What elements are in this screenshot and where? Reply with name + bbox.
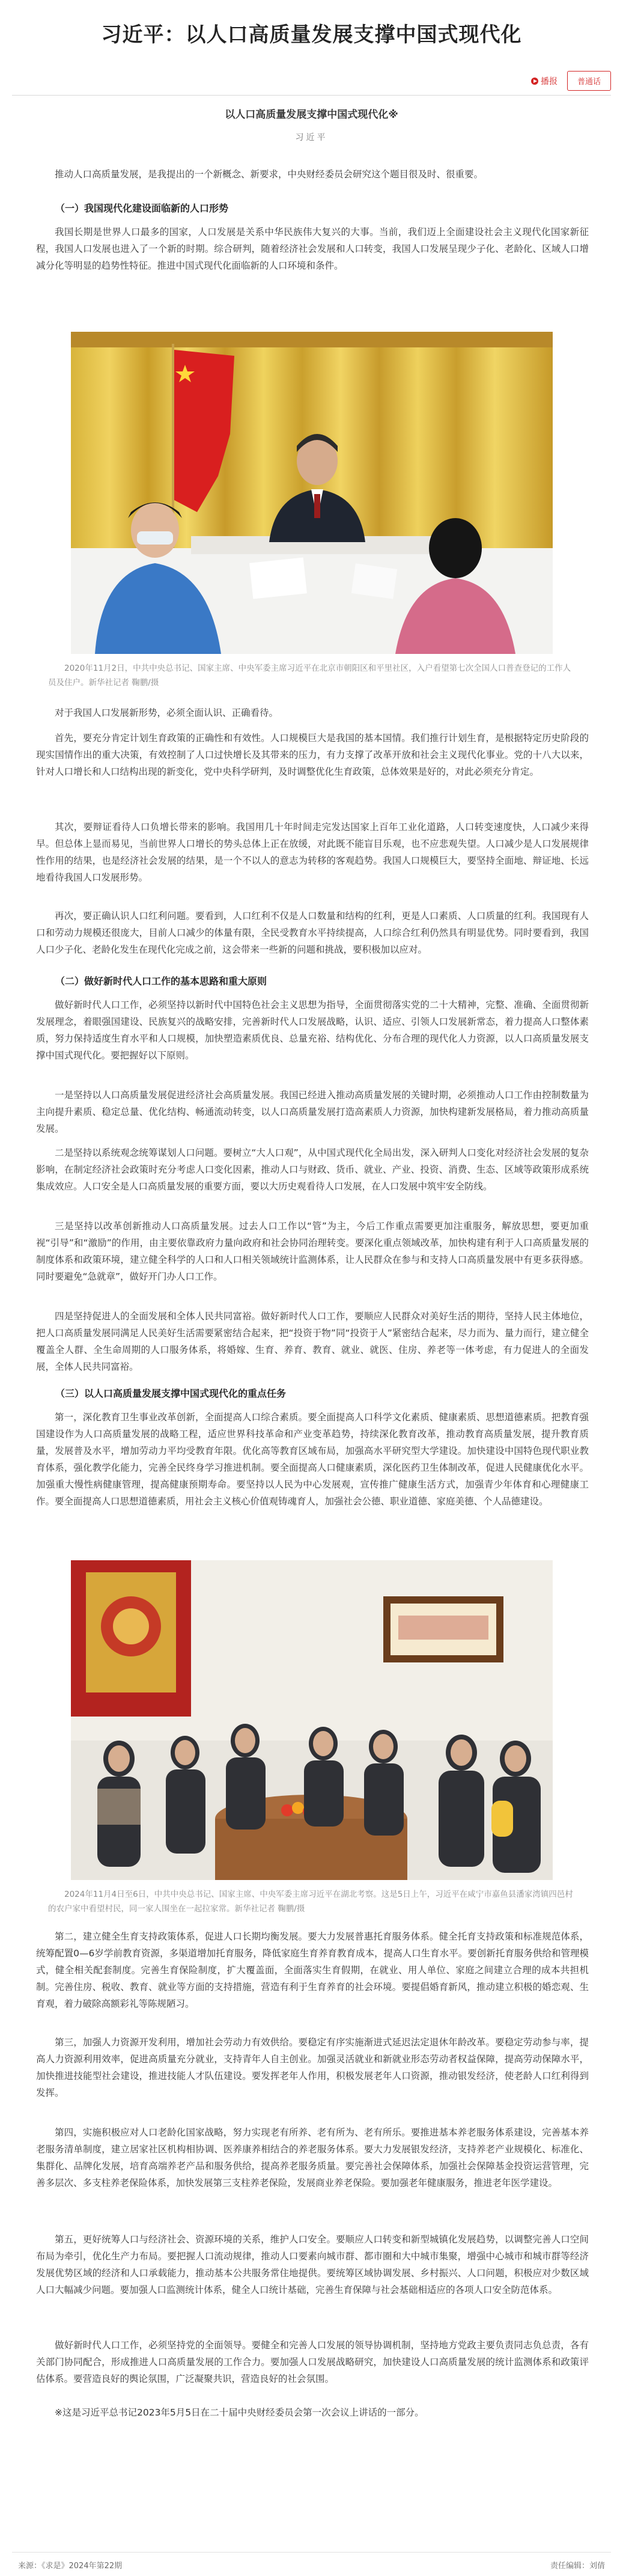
footnote: ※这是习近平总书记2023年5月5日在二十届中央财经委员会第一次会议上讲话的一部分。 [55,2407,424,2418]
section-heading-1: （一）我国现代化建设面临新的人口形势 [55,203,229,214]
photo-caption-2: 2024年11月4日至6日，中共中央总书记、国家主席、中央军委主席习近平在湖北考察。这是5日上午，习近平在咸宁市嘉鱼县潘家湾镇四邑村的农户家中看望村民，同一家人围坐在一起拉家常。新华社记者 鞠鹏/摄 [48,1890,573,1914]
footer-divider [12,2552,611,2553]
article-author: 习近平 [295,133,328,142]
intro-paragraph: 推动人口高质量发展，是我提出的一个新概念、新要求，中央财经委员会研究这个题目很及时、很重要。 [55,169,484,180]
page-title: 习近平：以人口高质量发展支撑中国式现代化 [101,23,522,47]
paragraph: 第一，深化教育卫生事业改革创新，全面提高人口综合素质。要全面提高人口科学文化素质、健康素质、思想道德素质。把教育强国建设作为人口高质量发展的战略工程，适应世界科技革命和产业变革趋势，持续深化教育改革，推动教育高质量发展，提升教育质量，发展普及水平，增加劳动力平均受教育年限。优化高等教育区域布局，加强高水平研究型大学建设。加快建设中国特色现代职业教育体系，强化教学化能力，完善全民终身学习推进机制。要全面提高人口健康素质，深化医药卫生体制改革，促进人民健康优化水平。加强重大慢性病健康管理，提高健康预期寿命。要坚持以人民为中心发展观，宣传推广健康生活方式，加强青少年体育和心理健康工作。要全面提高人口思想道德素质，用社会主义核心价值观铸魂育人，加强社会公德、职业道德、家庭美德、个人品德建设。 [36,1412,589,1507]
paragraph: 做好新时代人口工作，必须坚持党的全面领导。要健全和完善人口发展的领导协调机制，坚持地方党政主要负责同志负总责，各有关部门协同配合，形成推进人口高质量发展的工作合力。要加强人口发展战略研究，加快建设人口高质量发展的统计监测体系和政策评估体系。要营造良好的舆论氛围，广泛凝聚共识，营造良好的社会氛围。 [36,2340,589,2384]
listen-label: 播报 [540,76,558,87]
paragraph: 第三，加强人力资源开发利用，增加社会劳动力有效供给。要稳定有序实施渐进式延迟法定退休年龄改革。要稳定劳动参与率，提高人力资源利用效率，促进高质量充分就业，支持青年人自主创业。加强灵活就业和新就业形态劳动者权益保障，提高劳动保障水平，加快推进技能型社会建设，推进技能人才队伍建设。要发挥老年人作用，积极发展老年人口资源，推动银发经济，使老龄人口红利得到发挥。 [36,2037,589,2098]
listen-button[interactable] [527,72,561,91]
section-heading-3: （三）以人口高质量发展支撑中国式现代化的重点任务 [55,1388,287,1399]
article-subtitle: 以人口高质量发展支撑中国式现代化※ [225,109,398,121]
play-icon [531,78,538,85]
paragraph: 一是坚持以人口高质量发展促进经济社会高质量发展。我国已经进入推动高质量发展的关键时期，必须推动人口工作由控制数量为主向提升素质、稳定总量、优化结构、畅通流动转变，以人口高质量发展打造高素质人力资源，加快构建新发展格局，着力推动高质量发展。 [36,1090,589,1134]
article-editor: 责任编辑：刘倩 [550,2562,605,2571]
paragraph: 第四，实施积极应对人口老龄化国家战略，努力实现老有所养、老有所为、老有所乐。要推进基本养老服务体系建设，完善基本养老服务清单制度，建立居家社区机构相协调、医养康养相结合的养老服务体系。要大力发展银发经济，支持养老产业规模化、标准化、集群化、品牌化发展，培育高端养老产品和服务供给，提高养老服务质量。要完善社会保障体系，加强社会保障基金投资运营管理，完善多层次、多支柱养老保险体系，加快发展第三支柱养老保险，发展商业养老保险。要加强老年健康服务，推进老年医学建设。 [36,2127,589,2188]
article-photo-2 [71,1560,553,1880]
title-divider [12,95,611,96]
paragraph: 二是坚持以系统观念统筹谋划人口问题。要树立“大人口观”，从中国式现代化全局出发，深入研判人口变化对经济社会发展的复杂影响，在制定经济社会政策时充分考虑人口变化因素，推动人口与财政、货币、就业、产业、投资、消费、生态、区域等政策形成系统集成效应。人口安全是人口高质量发展的重要方面，要以大历史观看待人口发展，在人口发展中筑牢安全防线。 [36,1147,589,1192]
article-photo-1 [71,332,553,654]
article-toolbar [527,71,611,91]
paragraph: 三是坚持以改革创新推动人口高质量发展。过去人口工作以“管”为主，今后工作重点需要更加注重服务，解放思想，要更加重视“引导”和“激励”的作用，由主要依靠政府力量向政府和社会协同治理转变。要深化重点领域改革，加快构建有利于人口高质量发展的制度体系和政策环境，建立健全科学的人口和人口相关领域统计监测体系，让人民群众在参与和支持人口高质量发展中有更多获得感。同时要避免“急就章”，做好开门办人口工作。 [36,1221,589,1282]
paragraph: 四是坚持促进人的全面发展和全体人民共同富裕。做好新时代人口工作，要顺应人民群众对美好生活的期待，坚持人民主体地位，把人口高质量发展同满足人民美好生活需要紧密结合起来，把“投资于物”同“投资于人”紧密结合起来，尽力而为、量力而行，建立健全覆盖全人群、全生命周期的人口服务体系，将婚嫁、生育、养育、教育、就业、就医、住房、养老等一体考虑，有力促进人的全面发展，全体人民共同富裕。 [36,1311,589,1372]
paragraph: 对于我国人口发展新形势，必须全面认识、正确看待。 [55,707,279,718]
paragraph: 首先，要充分肯定计划生育政策的正确性和有效性。人口规模巨大是我国的基本国情。我们推行计划生育，是根据特定历史阶段的现实国情作出的重大决策，有效控制了人口过快增长及其带来的压力，有力支撑了改革开放和社会主义现代化事业。党的十八大以来，针对人口增长和人口结构出现的新变化，党中央科学研判，及时调整优化生育政策，总体效果是好的，对此必须充分肯定。 [36,733,589,777]
paragraph: 其次，要辩证看待人口负增长带来的影响。我国用几十年时间走完发达国家上百年工业化道路，人口转变速度快，人口减少来得早。但总体上显而易见，当前世界人口增长的势头总体上正在放缓，对此既不能盲目乐观，也不应悲观失望。人口减少是人口发展规律性作用的结果，也是经济社会发展的结果，是一个不以人的意志为转移的客观趋势。我国人口规模巨大，要坚持全面地、辩证地、长远地看待我国人口发展形势。 [36,822,589,883]
paragraph: 我国长期是世界人口最多的国家，人口发展是关系中华民族伟大复兴的大事。当前，我们迈上全面建设社会主义现代化国家新征程，我国人口发展也进入了一个新的时期。综合研判，随着经济社会发展和人口转变，我国人口发展呈现少子化、老龄化、区域人口增减分化等明显的趋势性特征。推进中国式现代化面临新的人口环境和条件。 [36,227,589,271]
paragraph: 第五，更好统筹人口与经济社会、资源环境的关系，维护人口安全。要顺应人口转变和新型城镇化发展趋势，以调整完善人口空间布局为牵引，优化生产力布局。要把握人口流动规律，推动人口要素向城市群、都市圈和大中城市集聚，增强中心城市和城市群等经济发展优势区域的经济和人口承载能力，推动基本公共服务常住地提供。要统筹区域协调发展、乡村振兴、人口问题，积极应对少数区域人口大幅减少问题。要加强人口监测统计体系，健全人口统计基础，完善生育保障与社会基础相适应的各项人口安全防范体系。 [36,2234,589,2295]
paragraph: 再次，要正确认识人口红利问题。要看到，人口红利不仅是人口数量和结构的红利，更是人口素质、人口质量的红利。我国现有人口和劳动力规模还很庞大，目前人口减少的体量有限，全民受教育水平持续提高，人口综合红利仍然具有明显优势。同时要看到，我国人口少子化、老龄化发生在现代化完成之前，这会带来一些新的问题和挑战，要积极加以应对。 [36,911,589,955]
paragraph: 第二，建立健全生育支持政策体系，促进人口长期均衡发展。要大力发展普惠托育服务体系。健全托育支持政策和标准规范体系，统筹配置0—6岁学前教育资源，多渠道增加托育服务，降低家庭生育养育教育成本，提高人口生育水平。要创新托育服务供给和管理模式，健全相关配套制度。完善生育保险制度，扩大覆盖面，全面落实生育假期，在就业、用人单位、家庭之间建立合理的成本共担机制。完善住房、税收、教育、就业等方面的支持措施，营造有利于生育养育的社会环境。要提倡婚育新风，推动建立积极的婚恋观、生育观，着力破除高额彩礼等陈规陋习。 [36,1931,589,2009]
village-visit-photo [71,1560,553,1880]
census-visit-photo [71,332,553,654]
paragraph: 做好新时代人口工作，必须坚持以新时代中国特色社会主义思想为指导，全面贯彻落实党的二十大精神，完整、准确、全面贯彻新发展理念，着眼强国建设、民族复兴的战略安排，完善新时代人口发展战略，认识、适应、引领人口发展新常态，着力提高人口整体素质，努力保持适度生育水平和人口规模，加快塑造素质优良、总量充裕、结构优化、分布合理的现代化人力资源，以人口高质量发展支撑中国式现代化。要把握好以下原则。 [36,1000,589,1061]
article-source: 来源：《求是》2024年第22期 [18,2562,123,2571]
photo-caption-1: 2020年11月2日，中共中央总书记、国家主席、中央军委主席习近平在北京市朝阳区和平里社区，入户看望第七次全国人口普查登记的工作人员及住户。新华社记者 鞠鹏/摄 [48,664,571,688]
section-heading-2: （二）做好新时代人口工作的基本思路和重大原则 [55,975,267,987]
font-toggle-button[interactable]: 普通话 [567,71,611,91]
